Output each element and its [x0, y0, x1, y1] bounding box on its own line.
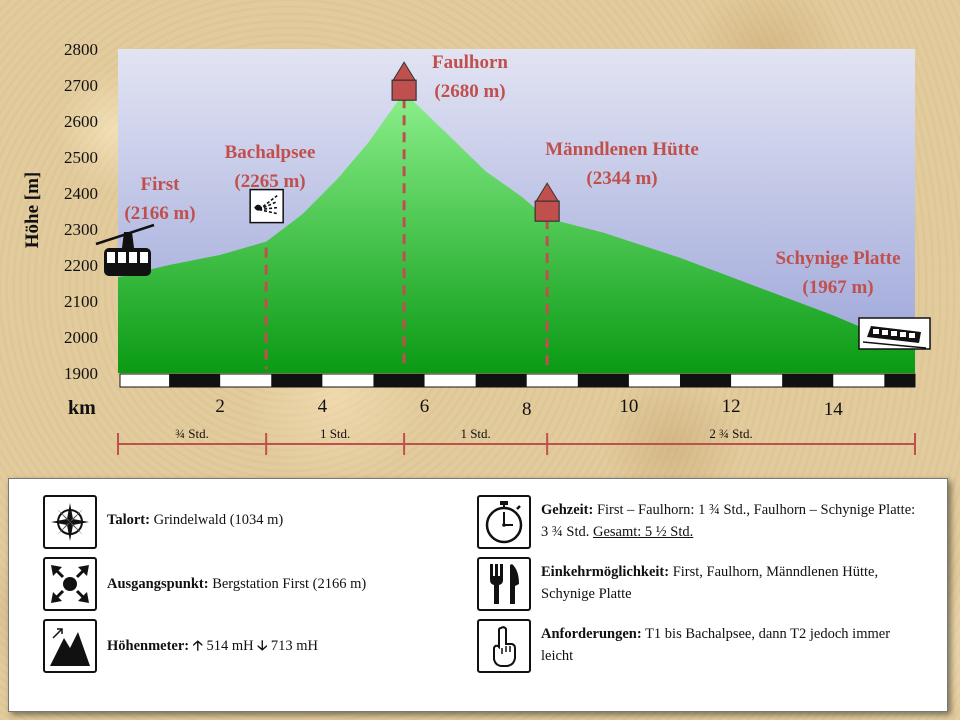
- info-talort: [43, 495, 443, 549]
- point-name-label: Faulhorn: [431, 52, 509, 73]
- info-hoehenmeter: [43, 619, 463, 673]
- point-elevation-label: (2344 m): [586, 168, 658, 189]
- y-tick-label: 2400: [64, 184, 98, 203]
- gehzeit-value: First – Faulhorn: 1 ¾ Std., Faulhorn – Schynige Platte: 3 ¾ Std.: [541, 502, 916, 540]
- point-elevation-label: (2680 m): [434, 81, 506, 102]
- x-tick-label: 12: [721, 396, 741, 417]
- ausgangspunkt-label: Ausgangspunkt:: [107, 576, 209, 592]
- point-name-label: Männdlenen Hütte: [545, 139, 699, 160]
- point-elevation-label: (1967 m): [802, 277, 874, 298]
- einkehr-value: First, Faulhorn, Männdlenen Hütte, Schynige Platte: [541, 564, 879, 602]
- point-elevation-label: (2166 m): [124, 203, 196, 224]
- talort-label: Talort:: [107, 512, 150, 528]
- gehzeit-label: Gehzeit:: [541, 502, 594, 518]
- km-bar-block: [271, 374, 322, 387]
- fork-knife-icon: [477, 557, 531, 611]
- y-tick-label: 2300: [64, 220, 98, 239]
- time-segment-label: ¾ Std.: [175, 426, 209, 441]
- hoehenmeter-label: Höhenmeter:: [107, 638, 190, 654]
- mountain-icon: [43, 619, 97, 673]
- km-bar-block: [782, 374, 833, 387]
- y-tick-label: 2000: [64, 328, 98, 347]
- y-tick-label: 2700: [64, 76, 98, 95]
- x-tick-label: 8: [521, 399, 532, 420]
- y-tick-label: 2200: [64, 256, 98, 275]
- point-elevation-label: (2265 m): [234, 171, 306, 192]
- y-tick-label: 2500: [64, 148, 98, 167]
- compass-rose-icon: [43, 495, 97, 549]
- time-segment-label: 1 Std.: [460, 426, 491, 441]
- x-tick-label: 6: [419, 396, 430, 417]
- y-tick-label: 2100: [64, 292, 98, 311]
- x-tick-label: 14: [823, 399, 843, 420]
- down-arrow-icon: 🡣: [257, 638, 268, 654]
- stopwatch-icon: [477, 495, 531, 549]
- pointing-hand-icon: [477, 619, 531, 673]
- talort-value: Grindelwald (1034 m): [149, 512, 284, 528]
- anforderungen-label: Anforderungen:: [541, 626, 642, 642]
- km-bar-block: [373, 374, 424, 387]
- ausgangspunkt-value: Bergstation First (2166 m): [208, 576, 367, 592]
- hoehenmeter-down-value: 713 mH: [270, 638, 319, 654]
- point-name-label: Bachalpsee: [224, 142, 316, 163]
- x-axis-label: km: [68, 397, 96, 419]
- einkehr-label: Einkehrmöglichkeit:: [541, 564, 670, 580]
- time-segment-label: 1 Std.: [319, 426, 351, 441]
- point-name-label: Schynige Platte: [775, 248, 901, 269]
- info-ausgangspunkt: [43, 557, 463, 611]
- km-bar-block: [680, 374, 731, 387]
- km-bar-block: [169, 374, 220, 387]
- time-segment-label: 2 ¾ Std.: [709, 426, 753, 441]
- waterfall-icon: [250, 190, 283, 223]
- hoehenmeter-up-value: 514 mH: [206, 638, 254, 654]
- info-einkehr: [477, 557, 917, 611]
- km-scale-bar: [120, 374, 915, 387]
- km-bar-block: [476, 374, 527, 387]
- info-anforderungen: [477, 619, 917, 673]
- x-tick-label: 2: [215, 396, 225, 417]
- up-arrow-icon: 🡡: [192, 638, 203, 654]
- y-axis-label: Höhe [m]: [22, 171, 43, 249]
- route-info-panel: [8, 478, 948, 712]
- train-icon: [859, 318, 930, 349]
- start-point-icon: [43, 557, 97, 611]
- info-gehzeit: [477, 495, 917, 549]
- y-tick-label: 1900: [64, 364, 98, 383]
- anforderungen-value: T1 bis Bachalpsee, dann T2 jedoch immer leicht: [541, 626, 891, 664]
- y-tick-label: 2600: [64, 112, 98, 131]
- x-tick-label: 4: [317, 396, 328, 417]
- gehzeit-total: Gesamt: 5 ½ Std.: [592, 524, 694, 540]
- point-name-label: First: [140, 174, 180, 195]
- km-bar-block: [884, 374, 915, 387]
- y-tick-label: 2800: [64, 40, 98, 59]
- x-tick-label: 10: [619, 396, 639, 417]
- km-bar-block: [578, 374, 629, 387]
